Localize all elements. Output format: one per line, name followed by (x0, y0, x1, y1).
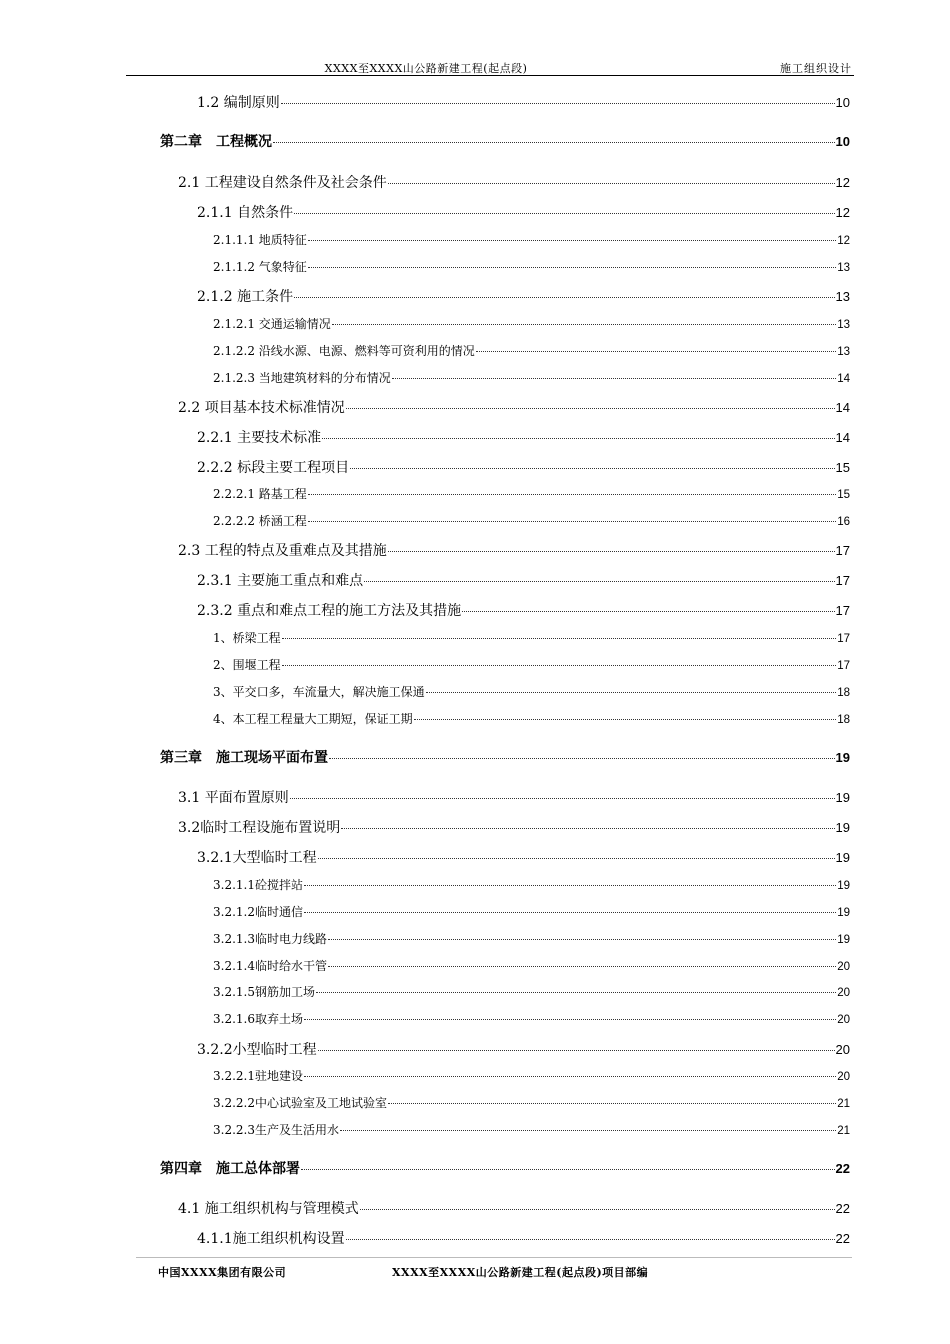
toc-entry[interactable] (213, 1094, 850, 1111)
toc-entry-page: 19 (837, 934, 850, 946)
toc-entry[interactable] (178, 787, 850, 807)
toc-entry-page: 14 (835, 400, 850, 415)
toc-dot-leader (273, 142, 835, 143)
toc-dot-leader (364, 581, 834, 582)
toc-entry[interactable] (197, 457, 850, 477)
toc-entry-label: 2.1.1 自然条件 (197, 205, 294, 221)
toc-entry[interactable] (213, 485, 850, 502)
header-doc-type: 施工组织设计 (780, 62, 852, 75)
toc-entry[interactable] (213, 683, 850, 700)
footer-divider (136, 1257, 852, 1258)
toc-dot-leader (346, 1239, 835, 1240)
toc-entry-page: 19 (835, 750, 850, 765)
toc-entry[interactable] (213, 710, 850, 727)
toc-dot-leader (426, 692, 837, 693)
toc-dot-leader (282, 665, 837, 666)
toc-dot-leader (304, 1076, 836, 1077)
toc-entry-page: 19 (837, 907, 850, 919)
toc-entry[interactable] (213, 1067, 850, 1084)
toc-entry-page: 18 (837, 714, 850, 726)
toc-dot-leader (308, 240, 836, 241)
toc-entry-page: 13 (837, 262, 850, 274)
toc-dot-leader (282, 638, 837, 639)
toc-entry-label: 3.2.1.5钢筋加工场 (213, 985, 315, 999)
toc-entry-label: 2.1.2.2 沿线水源、电源、燃料等可资利用的情况 (213, 344, 475, 358)
toc-dot-leader (308, 494, 836, 495)
toc-entry-label: 3.1 平面布置原则 (178, 790, 289, 806)
toc-dot-leader (328, 939, 836, 940)
toc-entry-label: 3.2.2小型临时工程 (197, 1042, 317, 1058)
toc-entry[interactable] (197, 286, 850, 306)
toc-entry-page: 17 (837, 633, 850, 645)
toc-entry-page: 19 (835, 850, 850, 865)
toc-entry-label: 3.2.2.1驻地建设 (213, 1069, 303, 1083)
toc-entry-label: 第二章 工程概况 (160, 134, 272, 150)
toc-entry-page: 19 (835, 790, 850, 805)
toc-entry-label: 3.2.1.3临时电力线路 (213, 932, 327, 946)
toc-entry-page: 20 (837, 987, 850, 999)
toc-entry-label: 2.3.2 重点和难点工程的施工方法及其措施 (197, 603, 462, 619)
toc-entry[interactable] (213, 1010, 850, 1027)
toc-entry-label: 3.2临时工程设施布置说明 (178, 820, 341, 836)
toc-entry[interactable] (213, 983, 850, 1000)
toc-entry-page: 17 (835, 573, 850, 588)
toc-entry-label: 3.2.1.2临时通信 (213, 905, 303, 919)
toc-entry[interactable] (197, 427, 850, 447)
toc-entry-page: 14 (835, 430, 850, 445)
toc-entry-label: 1、桥梁工程 (213, 631, 281, 645)
toc-dot-leader (360, 1209, 835, 1210)
toc-entry-page: 22 (835, 1201, 850, 1216)
toc-entry[interactable] (197, 202, 850, 222)
toc-entry-page: 17 (835, 543, 850, 558)
toc-entry-label: 3.2.1.4临时给水干管 (213, 959, 327, 973)
toc-entry-label: 1.2 编制原则 (197, 95, 280, 111)
toc-entry[interactable] (213, 315, 850, 332)
toc-entry[interactable] (178, 172, 850, 192)
toc-entry-page: 12 (835, 205, 850, 220)
toc-dot-leader (462, 611, 834, 612)
toc-entry-page: 12 (835, 175, 850, 190)
toc-entry[interactable] (213, 512, 850, 529)
toc-entry-page: 13 (837, 319, 850, 331)
toc-entry-label: 4.1 施工组织机构与管理模式 (178, 1201, 359, 1217)
toc-dot-leader (350, 468, 834, 469)
toc-entry[interactable] (178, 397, 850, 417)
toc-entry[interactable] (160, 131, 850, 151)
toc-dot-leader (329, 758, 835, 759)
toc-entry-page: 22 (835, 1231, 850, 1246)
toc-entry[interactable] (197, 1228, 850, 1248)
toc-entry-label: 3.2.1.6取弃土场 (213, 1012, 303, 1026)
toc-dot-leader (388, 183, 835, 184)
toc-entry[interactable] (178, 540, 850, 560)
toc-entry-page: 10 (835, 134, 850, 149)
toc-entry[interactable] (160, 1158, 850, 1178)
toc-entry-label: 3、平交口多，车流量大，解决施工保通 (213, 685, 425, 699)
toc-entry[interactable] (213, 629, 850, 646)
toc-dot-leader (328, 966, 836, 967)
toc-dot-leader (304, 912, 836, 913)
toc-dot-leader (304, 1019, 836, 1020)
toc-dot-leader (332, 324, 836, 325)
toc-entry-page: 14 (837, 373, 850, 385)
toc-dot-leader (388, 1103, 836, 1104)
toc-entry[interactable] (197, 847, 850, 867)
toc-entry[interactable] (213, 930, 850, 947)
toc-entry-page: 17 (837, 660, 850, 672)
toc-dot-leader (308, 267, 836, 268)
toc-dot-leader (294, 297, 834, 298)
toc-dot-leader (476, 351, 836, 352)
toc-entry-label: 2.1.1.1 地质特征 (213, 233, 307, 247)
toc-entry-page: 20 (835, 1042, 850, 1057)
toc-entry[interactable] (160, 747, 850, 767)
toc-entry[interactable] (197, 1039, 850, 1059)
toc-dot-leader (341, 828, 834, 829)
toc-entry-page: 13 (837, 346, 850, 358)
footer-company: 中国XXXX集团有限公司 (158, 1266, 287, 1279)
header-project-title: XXXX至XXXX山公路新建工程(起点段) (324, 62, 528, 75)
toc-dot-leader (346, 408, 835, 409)
toc-entry-label: 2.1.2.3 当地建筑材料的分布情况 (213, 371, 391, 385)
toc-dot-leader (388, 551, 835, 552)
toc-entry-page: 21 (837, 1125, 850, 1137)
toc-entry-label: 3.2.1.1砼搅拌站 (213, 878, 303, 892)
toc-entry-page: 10 (835, 95, 850, 110)
toc-dot-leader (294, 213, 834, 214)
toc-entry[interactable] (213, 903, 850, 920)
toc-entry-label: 第三章 施工现场平面布置 (160, 750, 328, 766)
toc-entry-label: 2.1 工程建设自然条件及社会条件 (178, 175, 387, 191)
toc-entry-label: 2.2.2.1 路基工程 (213, 487, 307, 501)
toc-entry-label: 3.2.1大型临时工程 (197, 850, 317, 866)
toc-entry-label: 4.1.1施工组织机构设置 (197, 1231, 345, 1247)
toc-entry-page: 20 (837, 1071, 850, 1083)
toc-entry-page: 22 (835, 1161, 850, 1176)
toc-entry[interactable] (213, 876, 850, 893)
page-header (126, 60, 854, 76)
toc-entry-label: 2.3.1 主要施工重点和难点 (197, 573, 364, 589)
toc-entry-page: 20 (837, 1014, 850, 1026)
toc-entry-label: 3.2.2.3生产及生活用水 (213, 1123, 339, 1137)
toc-entry-label: 2、围堰工程 (213, 658, 281, 672)
toc-entry[interactable] (213, 342, 850, 359)
toc-entry[interactable] (178, 1198, 850, 1218)
toc-entry-label: 2.3 工程的特点及重难点及其措施 (178, 543, 387, 559)
toc-entry-label: 2.1.2 施工条件 (197, 289, 294, 305)
toc-dot-leader (318, 1050, 835, 1051)
toc-entry[interactable] (213, 656, 850, 673)
toc-entry[interactable] (213, 957, 850, 974)
toc-dot-leader (290, 798, 835, 799)
toc-dot-leader (340, 1130, 836, 1131)
toc-entry-page: 17 (835, 603, 850, 618)
toc-dot-leader (308, 521, 836, 522)
toc-entry[interactable] (213, 258, 850, 275)
toc-entry-label: 2.2 项目基本技术标准情况 (178, 400, 345, 416)
toc-dot-leader (301, 1169, 835, 1170)
toc-entry-label: 4、本工程工程量大工期短，保证工期 (213, 712, 413, 726)
toc-entry-page: 13 (835, 289, 850, 304)
toc-entry-page: 18 (837, 687, 850, 699)
toc-entry-label: 2.1.2.1 交通运输情况 (213, 317, 331, 331)
toc-entry-page: 19 (837, 880, 850, 892)
toc-entry-page: 15 (835, 460, 850, 475)
toc-entry-label: 2.2.1 主要技术标准 (197, 430, 322, 446)
toc-dot-leader (414, 719, 837, 720)
toc-entry-label: 2.1.1.2 气象特征 (213, 260, 307, 274)
toc-dot-leader (304, 885, 836, 886)
toc-entry[interactable] (178, 817, 850, 837)
toc-entry[interactable] (213, 231, 850, 248)
toc-entry-label: 3.2.2.2中心试验室及工地试验室 (213, 1096, 387, 1110)
header-divider (126, 75, 854, 76)
toc-dot-leader (322, 438, 834, 439)
toc-entry-label: 2.2.2 标段主要工程项目 (197, 460, 350, 476)
toc-entry-page: 12 (837, 235, 850, 247)
toc-entry-page: 21 (837, 1098, 850, 1110)
toc-entry-page: 15 (837, 489, 850, 501)
toc-dot-leader (281, 103, 835, 104)
toc-entry[interactable] (213, 369, 850, 386)
toc-entry[interactable] (197, 600, 850, 620)
toc-entry-label: 第四章 施工总体部署 (160, 1161, 300, 1177)
toc-entry-page: 20 (837, 961, 850, 973)
footer-editor: XXXX至XXXX山公路新建工程(起点段)项目部编 (392, 1266, 649, 1279)
toc-entry[interactable] (197, 570, 850, 590)
toc-entry-page: 16 (837, 516, 850, 528)
toc-dot-leader (316, 992, 836, 993)
toc-entry[interactable] (197, 92, 850, 112)
toc-entry[interactable] (213, 1121, 850, 1138)
toc-entry-label: 2.2.2.2 桥涵工程 (213, 514, 307, 528)
toc-dot-leader (318, 858, 835, 859)
toc-dot-leader (392, 378, 836, 379)
toc-entry-page: 19 (835, 820, 850, 835)
